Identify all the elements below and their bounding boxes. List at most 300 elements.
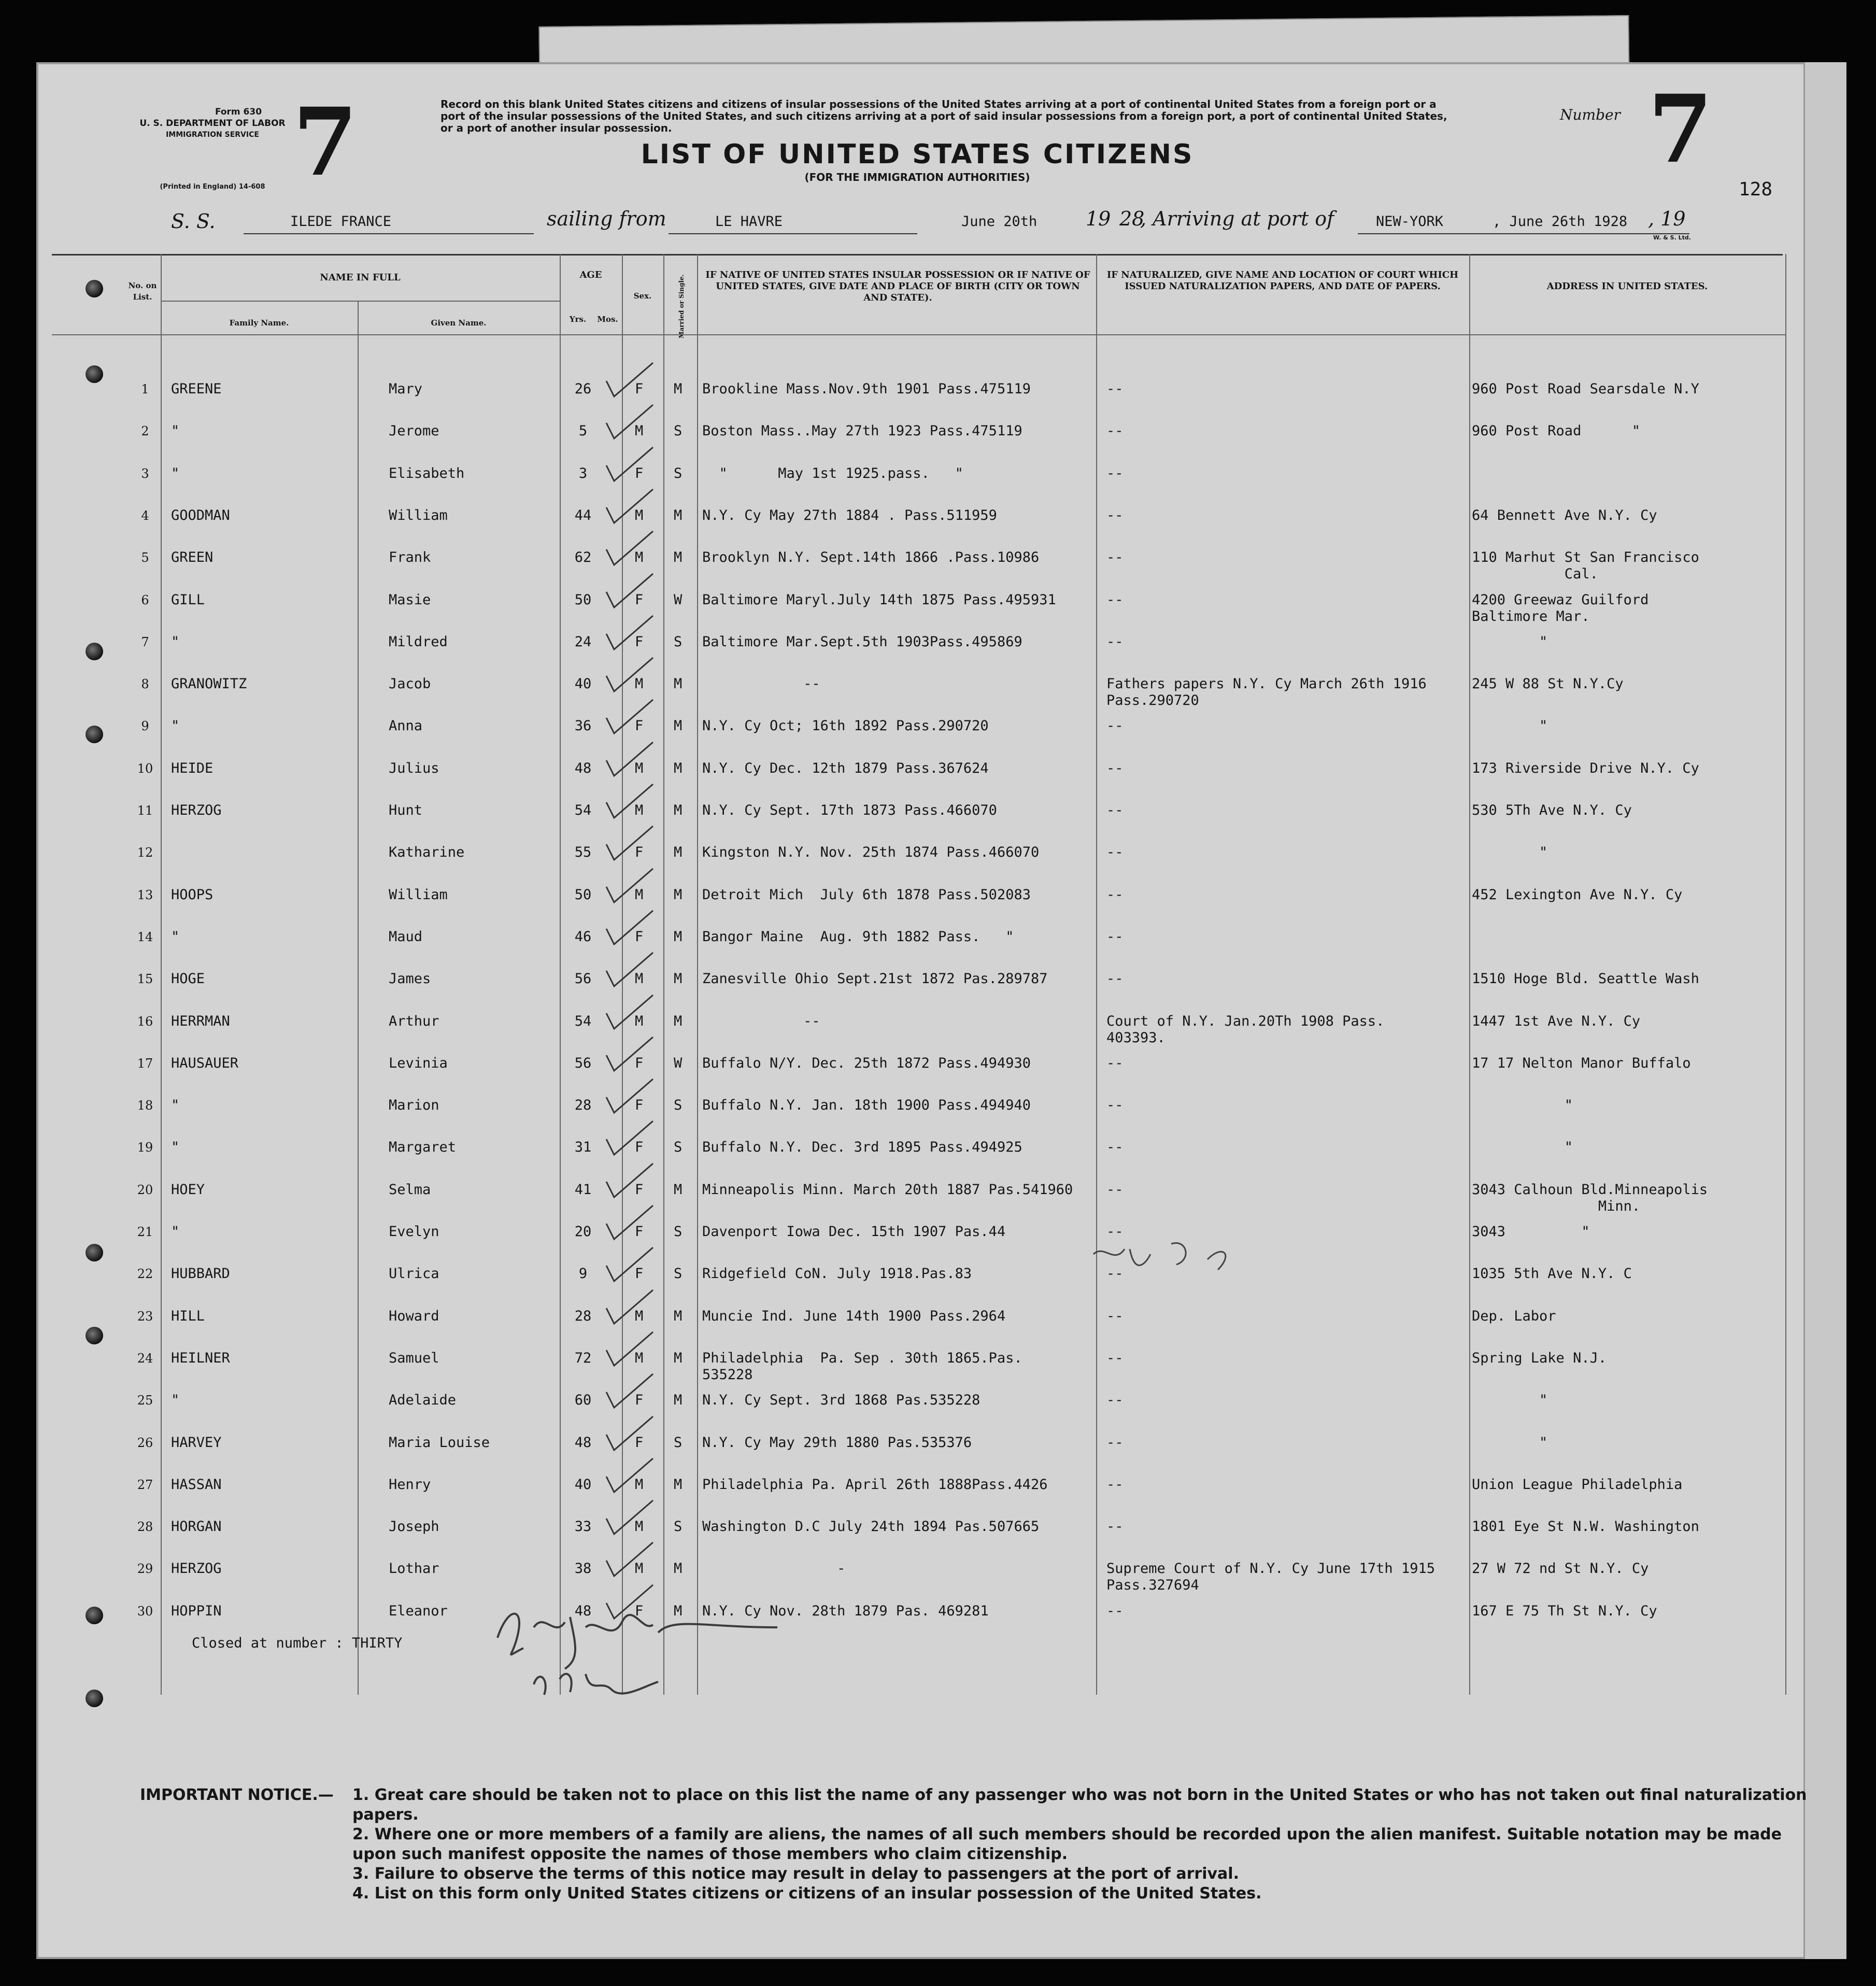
sex: M [635,1519,644,1535]
page-subtitle: (FOR THE IMMIGRATION AUTHORITIES) [804,171,1030,183]
address: 173 Riverside Drive N.Y. Cy [1472,760,1699,776]
table-row [0,634,1876,665]
marital-status: M [674,760,683,776]
sex: M [635,549,644,566]
naturalization-info: -- [1106,1139,1124,1156]
birth-info: Muncie Ind. June 14th 1900 Pass.2964 [702,1308,1006,1324]
naturalization-info: -- [1106,1224,1124,1240]
check-mark-icon [596,487,658,528]
given-name: Mildred [389,633,448,650]
important-item: 4. List on this form only United States citizens or citizens of an insular possession of the United States. [352,1884,1262,1903]
age: 62 [574,549,592,566]
given-name: Selma [389,1181,431,1198]
number-label: Number [1560,106,1621,123]
address: 1035 5th Ave N.Y. C [1472,1266,1632,1282]
row-number: 16 [137,1014,153,1029]
address: 1801 Eye St N.W. Washington [1472,1519,1699,1535]
address-line2: Minn. [1472,1198,1641,1214]
family-name: " [171,718,180,734]
table-row [0,676,1876,707]
marital-status: M [674,971,683,987]
check-mark-icon [596,1329,658,1371]
family-name: HOOPS [171,886,214,903]
header-bottom-rule [52,334,1785,335]
age: 48 [574,1602,592,1619]
family-name: " [171,633,180,650]
row-number: 23 [137,1309,153,1324]
sailing-label: sailing from [547,207,666,230]
row-number: 8 [141,677,149,692]
table-row [0,1097,1876,1128]
given-name: Ulrica [389,1266,439,1282]
sailing-date: June 20th [961,214,1038,230]
table-row [0,802,1876,833]
address: " [1472,1392,1548,1409]
sex: F [635,465,644,481]
birth-info: Buffalo N/Y. Dec. 25th 1872 Pass.494930 [702,1055,1031,1071]
row-number: 14 [137,929,153,944]
sex: F [635,718,644,734]
age: 24 [574,633,592,650]
given-name: Anna [389,718,423,734]
birth-info: Boston Mass..May 27th 1923 Pass.475119 [702,423,1022,439]
marital-status: S [674,1139,683,1156]
row-number: 27 [137,1477,153,1492]
form-number: Form 630 [215,107,262,117]
sex: F [635,1055,644,1071]
naturalization-info: -- [1106,1434,1124,1451]
row-number: 17 [137,1056,153,1071]
marital-status: S [674,423,683,439]
naturalization-info: Court of N.Y. Jan.20Th 1908 Pass. [1106,1013,1385,1029]
address: " [1472,844,1548,861]
col-name-header: NAME IN FULL [320,272,401,283]
naturalization-info: -- [1106,591,1124,608]
given-name: Eleanor [389,1602,448,1619]
check-mark-icon [596,445,658,486]
birth-info: Detroit Mich July 6th 1878 Pass.502083 [702,886,1031,903]
marital-status: S [674,1097,683,1114]
birth-info: Philadelphia Pa. April 26th 1888Pass.4426 [702,1476,1048,1493]
check-mark-icon [596,360,658,402]
given-name: Hunt [389,802,423,818]
marital-status: W [674,591,683,608]
check-mark-icon [596,1076,658,1118]
birth-info: " May 1st 1925.pass. " [702,465,963,481]
check-mark-icon [596,992,658,1034]
margin-annotation [1088,1233,1254,1290]
col-age-header: AGE [579,269,602,280]
age: 48 [574,760,592,776]
marital-status: M [674,1561,683,1577]
address: " [1472,1434,1548,1451]
birth-info: Brooklyn N.Y. Sept.14th 1866 .Pass.10986 [702,549,1040,566]
big-number-left: 7 [293,88,358,197]
given-name: Henry [389,1476,431,1493]
given-name: Marion [389,1097,439,1114]
sex: F [635,1139,644,1156]
table-row [0,718,1876,749]
sex: M [635,886,644,903]
check-mark-icon [596,571,658,613]
naturalization-info: -- [1106,633,1124,650]
age: 36 [574,718,592,734]
sex: F [635,1224,644,1240]
sheet-edge [1803,62,1846,1959]
row-number: 3 [141,466,149,481]
birth-info: N.Y. Cy Oct; 16th 1892 Pass.290720 [702,718,989,734]
family-name: GOODMAN [171,507,230,523]
family-name: HASSAN [171,1476,222,1493]
birth-info: N.Y. Cy Sept. 17th 1873 Pass.466070 [702,802,997,818]
row-number: 1 [141,382,149,396]
family-name: " [171,1392,180,1409]
given-name: Joseph [389,1519,439,1535]
age: 46 [574,928,592,945]
important-list [352,1785,1814,1904]
inspector-signature [487,1596,819,1710]
family-name: " [171,465,180,481]
naturalization-info: -- [1106,1097,1124,1114]
family-name: GREEN [171,549,214,566]
printer-mark: W. & S. Ltd. [1653,234,1691,241]
marital-status: M [674,1308,683,1324]
birth-info: N.Y. Cy Nov. 28th 1879 Pas. 469281 [702,1602,989,1619]
given-name: Lothar [389,1561,439,1577]
age: 40 [574,1476,592,1493]
row-number: 10 [137,761,153,776]
table-row [0,381,1876,412]
marital-status: M [674,802,683,818]
row-number: 13 [137,887,153,902]
sailing-from: LE HAVRE [715,214,783,230]
family-name: HUBBARD [171,1266,230,1282]
given-name: Levinia [389,1055,448,1071]
family-name: HAUSAUER [171,1055,239,1071]
table-row [0,1603,1876,1634]
table-row [0,465,1876,496]
col-birth-header: IF NATIVE OF UNITED STATES INSULAR POSSESSION OR IF NATIVE OF UNITED STATES, GIVE DATE AND PLACE OF BIRTH (CITY OR TOWN AND STATE). [705,269,1090,303]
name-header-rule [161,301,560,302]
table-row [0,1435,1876,1466]
address: 3043 " [1472,1224,1590,1240]
family-name: GILL [171,591,205,608]
marital-status: M [674,718,683,734]
table-row [0,1350,1876,1381]
col-yrs-header: Yrs. [569,315,587,324]
age: 20 [574,1224,592,1240]
naturalization-info: -- [1106,1266,1124,1282]
family-name: " [171,1097,180,1114]
birth-info: Philadelphia Pa. Sep . 30th 1865.Pas. [702,1350,1022,1366]
age: 50 [574,886,592,903]
marital-status: M [674,1476,683,1493]
address: 110 Marhut St San Francisco [1472,549,1699,566]
birth-info: Zanesville Ohio Sept.21st 1872 Pas.289787 [702,971,1048,987]
age: 56 [574,971,592,987]
naturalization-info: -- [1106,928,1124,945]
sex: F [635,1266,644,1282]
important-item: 2. Where one or more members of a family are aliens, the names of all such members should be recorded upon the alien manifest. Suitable notation may be made upon such manifest opposite the names of those members who claim citizenship. [352,1825,1782,1863]
naturalization-info: -- [1106,844,1124,861]
page-number: 128 [1739,179,1773,200]
sailing-underline [669,233,917,234]
check-mark-icon [596,1287,658,1329]
table-row [0,1519,1876,1550]
age: 41 [574,1181,592,1198]
table-row [0,1224,1876,1255]
check-mark-icon [596,740,658,781]
address: 1447 1st Ave N.Y. Cy [1472,1013,1641,1029]
age: 3 [578,465,588,481]
row-number: 18 [137,1098,153,1113]
address: " [1472,633,1548,650]
row-number: 28 [137,1520,153,1535]
row-number: 2 [141,424,149,439]
marital-status: M [674,1013,683,1029]
check-mark-icon [596,824,658,865]
birth-info: Ridgefield CoN. July 1918.Pas.83 [702,1266,972,1282]
address-line2: Cal. [1472,566,1598,583]
check-mark-icon [596,950,658,991]
age: 44 [574,507,592,523]
naturalization-info: -- [1106,1476,1124,1493]
naturalization-info-line2: Pass.290720 [1106,692,1199,709]
row-number: 25 [137,1393,153,1408]
check-mark-icon [596,1034,658,1076]
given-name: Maud [389,928,423,945]
age: 72 [574,1350,592,1366]
address: " [1472,1097,1573,1114]
marital-status: M [674,1350,683,1366]
service: IMMIGRATION SERVICE [166,131,259,139]
age: 48 [574,1434,592,1451]
table-row [0,549,1876,583]
family-name: " [171,928,180,945]
check-mark-icon [596,697,658,739]
family-name: HERZOG [171,1561,222,1577]
table-row [0,592,1876,623]
naturalization-info: -- [1106,381,1124,397]
marital-status: M [674,1602,683,1619]
arriving-label: , Arriving at port of [1140,207,1334,230]
birth-info-line2: 535228 [702,1366,753,1383]
age: 55 [574,844,592,861]
check-mark-icon [596,1118,658,1160]
address: " [1472,1139,1573,1156]
check-mark-icon [596,1161,658,1202]
address: " [1472,718,1548,734]
row-number: 6 [141,592,149,607]
address: 960 Post Road Searsdale N.Y [1472,381,1699,397]
birth-info: Washington D.C July 24th 1894 Pas.507665 [702,1519,1040,1535]
table-row [0,507,1876,538]
check-mark-icon [596,529,658,570]
row-number: 4 [141,508,149,523]
naturalization-info: -- [1106,886,1124,903]
given-name: Samuel [389,1350,439,1366]
birth-info: Buffalo N.Y. Jan. 18th 1900 Pass.494940 [702,1097,1031,1114]
table-row [0,760,1876,791]
row-number: 15 [137,972,153,987]
birth-info: Baltimore Maryl.July 14th 1875 Pass.495931 [702,591,1056,608]
col-address-header: ADDRESS IN UNITED STATES. [1546,281,1708,292]
naturalization-info: -- [1106,1602,1124,1619]
table-row [0,1308,1876,1339]
given-name: Katharine [389,844,465,861]
check-mark-icon [596,1414,658,1455]
family-name: HOPPIN [171,1602,222,1619]
naturalization-info: -- [1106,1181,1124,1198]
col-no-header: No. on List. [128,281,157,302]
family-name: HEILNER [171,1350,230,1366]
marital-status: S [674,633,683,650]
sex: M [635,1350,644,1366]
col-naturalized-header: IF NATURALIZED, GIVE NAME AND LOCATION OF COURT WHICH ISSUED NATURALIZATION PAPERS, AND DATE OF PAPERS. [1106,269,1459,292]
table-row [0,844,1876,875]
col-given-header: Given Name. [431,318,487,328]
marital-status: M [674,886,683,903]
marital-status: M [674,507,683,523]
important-item: 1. Great care should be taken not to place on this list the name of any passenger who was not born in the United States or who has not taken out final naturalization papers. [352,1786,1807,1824]
table-row [0,929,1876,960]
given-name: Frank [389,549,431,566]
birth-info: Brookline Mass.Nov.9th 1901 Pass.475119 [702,381,1031,397]
age: 33 [574,1519,592,1535]
col-married-header: Married or Single. [678,274,685,338]
page-title: LIST OF UNITED STATES CITIZENS [641,139,1194,170]
naturalization-info: -- [1106,549,1124,566]
sex: M [635,423,644,439]
sex: F [635,844,644,861]
table-row [0,887,1876,918]
check-mark-icon [596,1456,658,1497]
ship-prefix: S. S. [171,210,216,233]
col-family-header: Family Name. [229,318,289,328]
arrival-underline [1358,233,1689,234]
birth-info: -- [702,676,820,692]
arrival-year: , 19 [1648,207,1686,230]
naturalization-info: -- [1106,507,1124,523]
family-name: HERRMAN [171,1013,230,1029]
birth-info: Minneapolis Minn. March 20th 1887 Pas.541960 [702,1181,1073,1198]
family-name: GRANOWITZ [171,676,247,692]
sex: M [635,507,644,523]
important-item: 3. Failure to observe the terms of this notice may result in delay to passengers at the port of arrival. [352,1865,1239,1883]
marital-status: S [674,1519,683,1535]
address: 1510 Hoge Bld. Seattle Wash [1472,971,1699,987]
table-row [0,1139,1876,1170]
age: 5 [578,423,588,439]
sex: F [635,1181,644,1198]
age: 50 [574,591,592,608]
given-name: Elisabeth [389,465,465,481]
given-name: Margaret [389,1139,457,1156]
naturalization-info: -- [1106,1519,1124,1535]
row-number: 26 [137,1435,153,1450]
table-row [0,1055,1876,1086]
big-number-right: 7 [1648,75,1713,184]
table-row [0,971,1876,1002]
marital-status: S [674,465,683,481]
row-number: 22 [137,1267,153,1282]
address-line2: Baltimore Mar. [1472,608,1590,625]
naturalization-info: -- [1106,1055,1124,1071]
important-label: IMPORTANT NOTICE.— [140,1786,334,1804]
department: U. S. DEPARTMENT OF LABOR [139,118,286,129]
ship-underline [244,233,534,234]
age: 54 [574,1013,592,1029]
marital-status: M [674,844,683,861]
arrival-date: , June 26th 1928 [1493,214,1628,230]
col-sex-header: Sex. [633,291,652,301]
sex: F [635,633,644,650]
sex: F [635,591,644,608]
check-mark-icon [596,782,658,823]
table-row [0,1477,1876,1508]
table-row [0,1392,1876,1423]
sex: M [635,971,644,987]
birth-info: Buffalo N.Y. Dec. 3rd 1895 Pass.494925 [702,1139,1022,1156]
given-name: William [389,507,448,523]
sex: M [635,1561,644,1577]
row-number: 9 [141,719,149,734]
sex: F [635,928,644,945]
given-name: Masie [389,591,431,608]
address: Spring Lake N.J. [1472,1350,1607,1366]
sex: M [635,1476,644,1493]
sex: F [635,1097,644,1114]
check-mark-icon [596,655,658,697]
naturalization-info: -- [1106,802,1124,818]
naturalization-info: -- [1106,423,1124,439]
address: 452 Lexington Ave N.Y. Cy [1472,886,1683,903]
check-mark-icon [596,1203,658,1244]
sex: F [635,1602,644,1619]
closed-note: Closed at number : THIRTY [192,1635,403,1651]
naturalization-info: -- [1106,718,1124,734]
row-number: 20 [137,1182,153,1197]
given-name: William [389,886,448,903]
given-name: Howard [389,1308,439,1324]
age: 9 [578,1266,588,1282]
birth-info: Bangor Maine Aug. 9th 1882 Pass. " [702,928,1014,945]
marital-status: W [674,1055,683,1071]
family-name: HOEY [171,1181,205,1198]
age: 38 [574,1561,592,1577]
age: 31 [574,1139,592,1156]
row-number: 12 [137,845,153,860]
marital-status: M [674,549,683,566]
age: 28 [574,1097,592,1114]
sex: M [635,1308,644,1324]
family-name: " [171,1224,180,1240]
given-name: Maria Louise [389,1434,490,1451]
sex: M [635,802,644,818]
sex: M [635,1013,644,1029]
age: 60 [574,1392,592,1409]
table-row [0,1013,1876,1044]
address: 530 5Th Ave N.Y. Cy [1472,802,1632,818]
birth-info: N.Y. Cy Dec. 12th 1879 Pass.367624 [702,760,989,776]
address: 17 17 Nelton Manor Buffalo [1472,1055,1691,1071]
check-mark-icon [596,866,658,907]
row-number: 24 [137,1351,153,1366]
address: 27 W 72 nd St N.Y. Cy [1472,1561,1649,1577]
given-name: Julius [389,760,439,776]
address: 167 E 75 Th St N.Y. Cy [1472,1602,1657,1619]
top-notice: Record on this blank United States citizens and citizens of insular possessions of the United States arriving at a port of continental United States from a foreign port or a port of the insular possessions of the United States, and such citizens arriving at a port of said insular possessions from a foreign port, a port of continental United States, or a port of another insular possession. [440,98,1447,134]
